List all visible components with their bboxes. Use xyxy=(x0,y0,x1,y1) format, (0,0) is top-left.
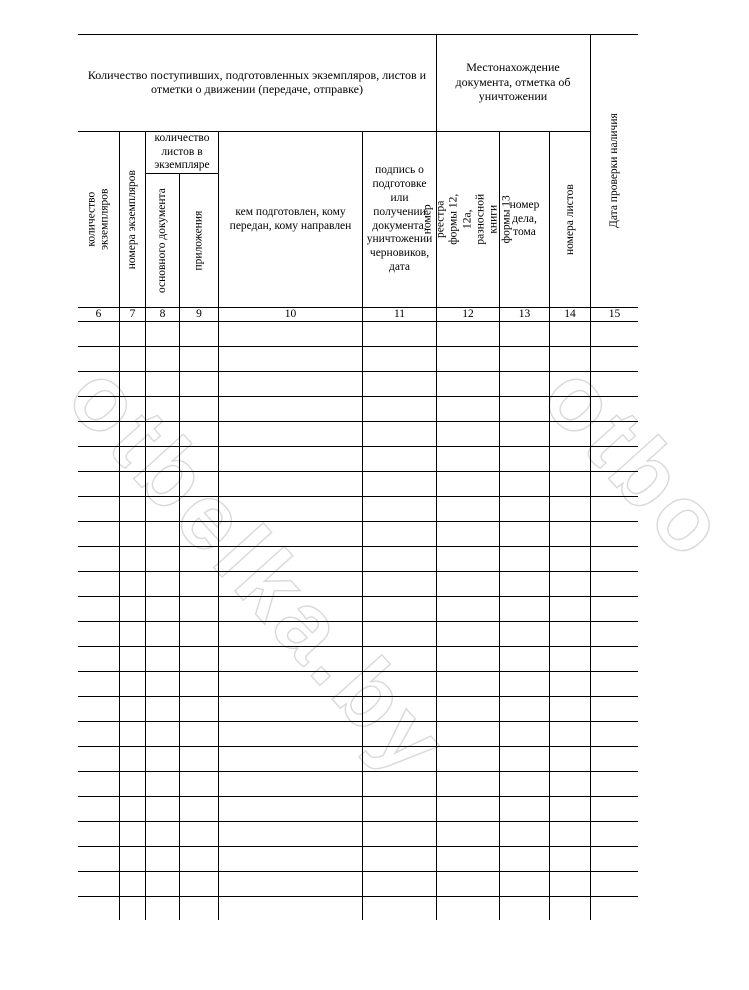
header-col8-text: основного документа xyxy=(155,188,168,293)
col-number-11: 11 xyxy=(393,308,406,320)
header-col13: номер дела, тома xyxy=(509,198,540,239)
col-number-13: 13 xyxy=(518,308,531,320)
watermark-right: otbo xyxy=(523,345,749,580)
col-number-15: 15 xyxy=(608,308,621,320)
header-col7-text: номера экземпляров xyxy=(125,169,138,270)
header-col11: подпись о подготовке или получении документа, уничтожении черновиков, дата xyxy=(366,164,433,273)
header-col6-text: количество экземпляров xyxy=(85,188,111,251)
col-number-10: 10 xyxy=(284,308,297,320)
header-col6 xyxy=(78,132,119,307)
header-movement: Количество поступивших, подготовленных экземпляров, листов и отметки о движении (передаче, отправке) xyxy=(87,67,427,96)
header-col14-text: номера листов xyxy=(563,184,576,255)
col-number-6: 6 xyxy=(95,308,102,320)
header-location: Местонахождение документа, отметка об уничтожении xyxy=(455,60,571,104)
header-col12 xyxy=(421,132,514,307)
header-col15-text: Дата проверки наличия xyxy=(607,113,620,229)
col-number-8: 8 xyxy=(159,308,166,320)
header-col10: кем подготовлен, кому передан, кому направлен xyxy=(229,205,352,232)
col-number-9: 9 xyxy=(196,308,202,320)
col-number-12: 12 xyxy=(462,308,474,320)
header-col9 xyxy=(180,174,218,307)
header-col8 xyxy=(146,174,179,307)
header-col14 xyxy=(550,132,590,307)
col-number-14: 14 xyxy=(564,308,576,320)
header-col9-text: приложения xyxy=(192,210,205,271)
watermark-left: otbelka.by xyxy=(48,345,469,797)
header-sheets-group: количество листов в экземпляре xyxy=(154,131,210,172)
header-col12-text: номер реестра формы 12, 12а, разносной книги формы 13 xyxy=(421,193,514,246)
header-col15 xyxy=(591,35,638,307)
header-col7 xyxy=(120,132,145,307)
col-number-7: 7 xyxy=(129,308,136,320)
